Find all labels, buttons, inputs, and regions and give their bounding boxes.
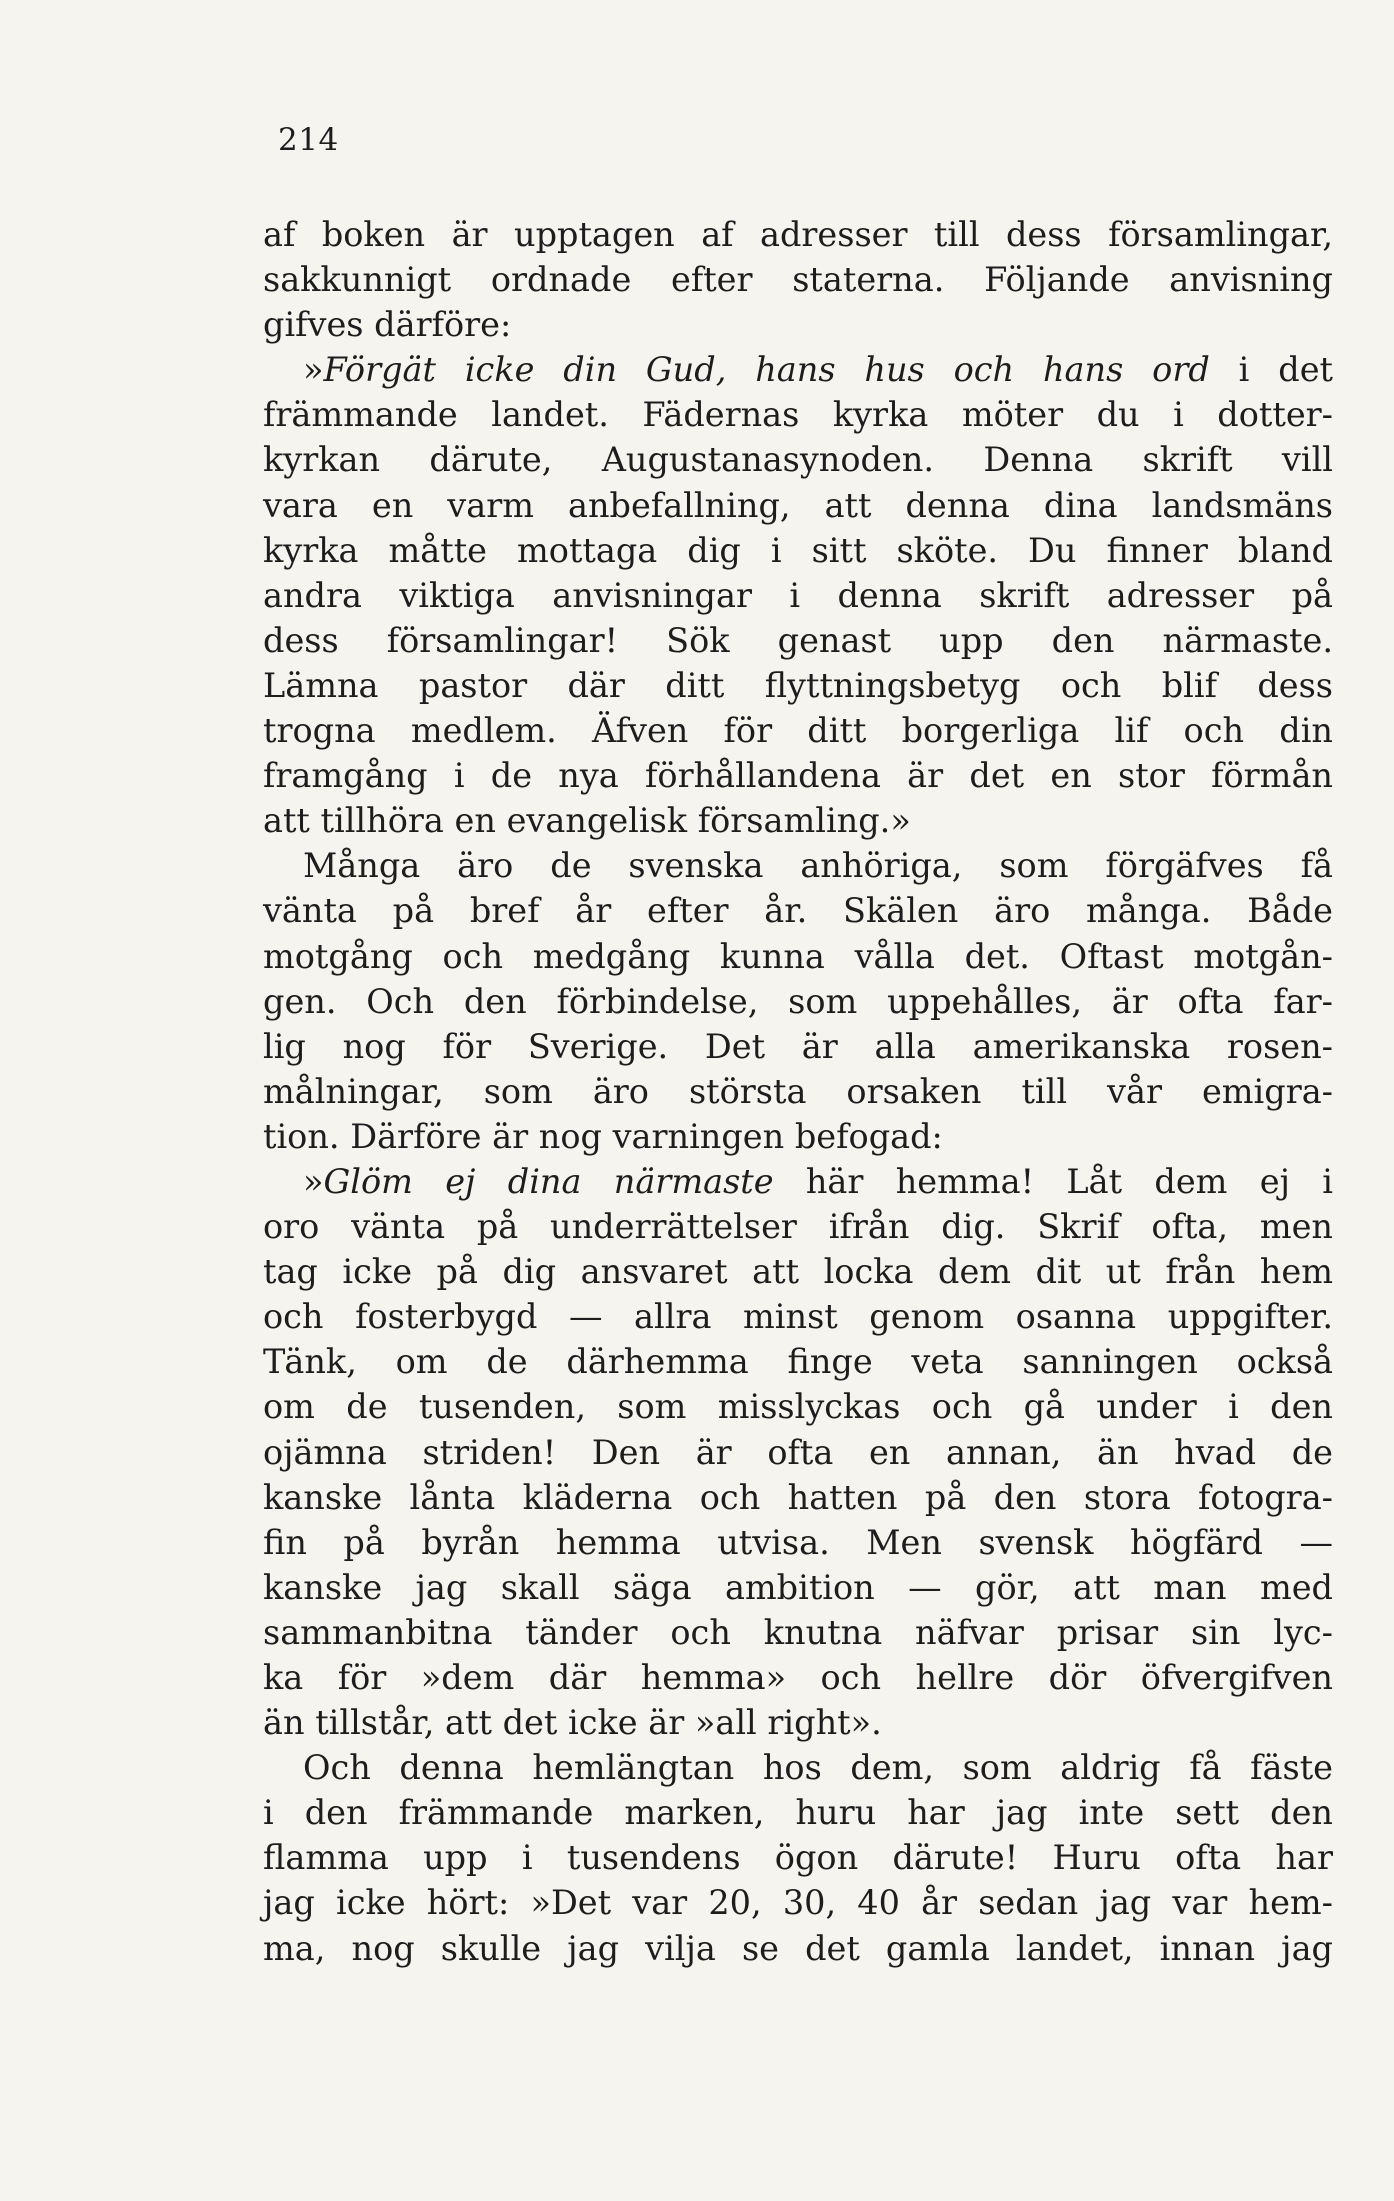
text-segment: fin på byrån hemma utvisa. Men svensk högfärd — (263, 1522, 1333, 1562)
text-line (263, 934, 1333, 979)
text-line (263, 1926, 1333, 1971)
text-line (263, 1520, 1333, 1565)
text-segment: » (303, 1161, 324, 1201)
text-segment: vara en varm anbefallning, att denna dina landsmäns (263, 485, 1333, 525)
text-line (263, 1880, 1333, 1925)
text-segment: motgång och medgång kunna vålla det. Oftast motgån- (263, 936, 1333, 976)
text-segment: här hemma! Låt dem ej i (773, 1161, 1333, 1201)
text-segment: andra viktiga anvisningar i denna skrift adresser på (263, 575, 1333, 615)
text-line (263, 1024, 1333, 1069)
text-line (263, 1745, 1333, 1790)
text-line (263, 1430, 1333, 1475)
text-line (263, 1565, 1333, 1610)
text-segment: sammanbitna tänder och knutna näfvar prisar sin lyc- (263, 1612, 1333, 1652)
text-segment: och fosterbygd — allra minst genom osanna uppgifter. (263, 1297, 1333, 1337)
text-line (263, 1835, 1333, 1880)
italic-text-segment: Glöm ej dina närmaste (323, 1161, 774, 1201)
text-segment: tag icke på dig ansvaret att locka dem dit ut från hem (263, 1252, 1333, 1292)
text-segment: kyrka måtte mottaga dig i sitt sköte. Du finner bland (263, 530, 1333, 570)
text-segment: än tillstår, att det icke är »all right». (263, 1703, 882, 1743)
text-segment: Lämna pastor där ditt flyttningsbetyg och blif dess (263, 665, 1333, 705)
text-line (263, 979, 1333, 1024)
text-line (263, 753, 1333, 798)
text-segment: ma, nog skulle jag vilja se det gamla landet, innan jag (263, 1928, 1333, 1968)
text-line (263, 257, 1333, 302)
text-segment: lig nog för Sverige. Det är alla amerikanska rosen- (263, 1026, 1333, 1066)
text-line (263, 1114, 1333, 1159)
text-segment: främmande landet. Fädernas kyrka möter du i dotter- (263, 395, 1333, 435)
text-line (263, 663, 1333, 708)
text-line (263, 528, 1333, 573)
text-segment: flamma upp i tusendens ögon därute! Huru ofta har (263, 1838, 1333, 1878)
text-line (263, 392, 1333, 437)
text-line (263, 1610, 1333, 1655)
text-segment: trogna medlem. Äfven för ditt borgerliga lif och din (263, 711, 1333, 751)
text-segment: om de tusenden, som misslyckas och gå under i den (263, 1387, 1333, 1427)
text-segment: sakkunnigt ordnade efter staterna. Följande anvisning (263, 260, 1333, 300)
text-line (263, 1339, 1333, 1384)
text-line (263, 1159, 1333, 1204)
text-segment: jag icke hört: »Det var 20, 30, 40 år sedan jag var hem- (263, 1883, 1333, 1923)
text-segment: gen. Och den förbindelse, som uppehålles, är ofta far- (263, 981, 1333, 1021)
text-segment: oro vänta på underrättelser ifrån dig. Skrif ofta, men (263, 1207, 1333, 1247)
text-line (263, 888, 1333, 933)
text-segment: » (303, 350, 324, 390)
text-line (263, 843, 1333, 888)
text-line (263, 1249, 1333, 1294)
text-line (263, 798, 1333, 843)
text-segment: Tänk, om de därhemma finge veta sanningen också (263, 1342, 1333, 1382)
text-line (263, 1790, 1333, 1835)
text-segment: ojämna striden! Den är ofta en annan, än hvad de (263, 1432, 1333, 1472)
italic-text-segment: Förgät icke din Gud, hans hus och hans ord (323, 350, 1210, 390)
text-line (263, 1294, 1333, 1339)
text-segment: kyrkan därute, Augustanasynoden. Denna skrift vill (263, 440, 1333, 480)
text-line (263, 302, 1333, 347)
text-segment: målningar, som äro största orsaken till vår emigra- (263, 1071, 1333, 1111)
text-line (263, 212, 1333, 257)
text-line (263, 1475, 1333, 1520)
text-segment: framgång i de nya förhållandena är det en stor förmån (263, 756, 1333, 796)
text-segment: att tillhöra en evangelisk församling.» (263, 801, 911, 841)
text-line (263, 483, 1333, 528)
text-segment: ka för »dem där hemma» och hellre dör öfvergifven (263, 1658, 1333, 1697)
text-line (263, 437, 1333, 482)
text-segment: vänta på bref år efter år. Skälen äro många. Både (263, 891, 1333, 931)
text-segment: i det (1209, 350, 1333, 390)
page-number: 214 (278, 122, 339, 158)
text-segment: Många äro de svenska anhöriga, som förgäfves få (303, 846, 1333, 886)
text-line (263, 1384, 1333, 1429)
text-segment: Och denna hemlängtan hos dem, som aldrig få fäste (303, 1748, 1333, 1788)
text-segment: tion. Därföre är nog varningen befogad: (263, 1116, 943, 1156)
text-segment: dess församlingar! Sök genast upp den närmaste. (263, 620, 1333, 660)
text-segment: gifves därföre: (263, 305, 512, 345)
text-line (263, 347, 1333, 392)
body-text (263, 212, 1333, 1971)
text-line (263, 1700, 1333, 1745)
text-line (263, 1204, 1333, 1249)
text-segment: kanske jag skall säga ambition — gör, att man med (263, 1567, 1333, 1607)
text-line (263, 573, 1333, 618)
text-segment: i den främmande marken, huru har jag inte sett den (263, 1793, 1333, 1833)
text-line (263, 708, 1333, 753)
text-segment: af boken är upptagen af adresser till dess församlingar, (263, 215, 1333, 254)
text-line (263, 1655, 1333, 1700)
text-segment: kanske lånta kläderna och hatten på den stora fotogra- (263, 1477, 1333, 1517)
text-line (263, 1069, 1333, 1114)
text-line (263, 618, 1333, 663)
